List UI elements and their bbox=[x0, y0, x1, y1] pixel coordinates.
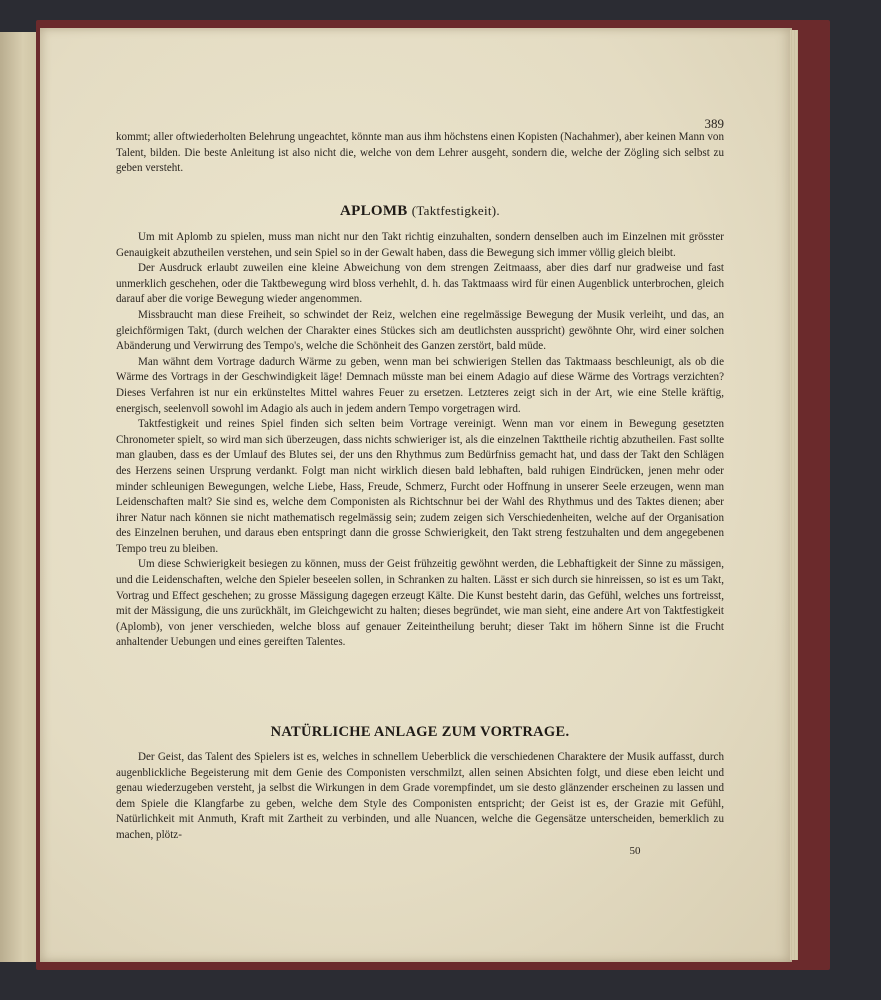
paragraph: Der Geist, das Talent des Spielers ist es, welches in schnellem Ueberblick die verschiedenen Charaktere der Musik auffasst, durch augenblickliche Begeisterung mit dem Genie des Componisten verschmilzt, allen seinen Absichten folgt, und diese eben leicht und genau wiederzugeben versteht, ja selbst die Wirkungen in dem Grade vorempfindet, um sie desto glänzender erscheinen zu lassen und dem Spiele die Klangfarbe zu geben, welche dem Style des Componisten entspricht; der Geist ist es, der Grazie mit Gefühl, Natürlichkeit mit Anmuth, Kraft mit Zartheit zu verbinden, und alle Nuancen, welche die Gegensätze unterscheiden, bemerklich zu machen, plötz- bbox=[116, 751, 724, 841]
intro-paragraph bbox=[116, 130, 724, 177]
section-heading-anlage bbox=[116, 724, 724, 741]
left-page-edge bbox=[0, 32, 40, 962]
paragraph: Missbraucht man diese Freiheit, so schwindet der Reiz, welchen eine regelmässige Bewegung der Musik verleiht, und das, an gleichförmigen Takt, (durch welchen der Charakter eines Stückes sich am deutlichsten ausspricht) gewöhnte Ohr, wird einer solchen Abänderung und Verwirrung des Tempo's, welche die Schönheit des Ganzen zerstört, bald müde. bbox=[116, 308, 724, 353]
paragraph: Der Ausdruck erlaubt zuweilen eine kleine Abweichung von dem strengen Zeitmaass, aber dies darf nur gradweise und fast unmerklich geschehen, oder die Taktbewegung wird bloss verhehlt, d. h. das Taktmaass wird für einen Augenblick unterbrochen, gleich darauf aber die vorige Bewegung wieder angenommen. bbox=[116, 262, 724, 306]
paragraph: kommt; aller oftwiederholten Belehrung ungeachtet, könnte man aus ihm höchstens einen Kopisten (Nachahmer), aber keinen Mann von Talent, bilden. Die beste Anleitung ist also nicht die, welche von dem Lehrer ausgeht, sondern die, welche der Zögling sich selbst zu geben versteht. bbox=[116, 131, 724, 175]
paragraph: Um mit Aplomb zu spielen, muss man nicht nur den Takt richtig einzuhalten, sondern denselben auch im Einzelnen mit grösster Genauigkeit abzutheilen verstehen, und sein Spiel so in der Gewalt haben, dass die Bewegung sich immer völlig gleich bleibt. bbox=[116, 231, 724, 259]
section-title: APLOMB bbox=[339, 203, 408, 219]
section-body-anlage bbox=[116, 750, 724, 844]
section-subtitle: (Taktfestigkeit). bbox=[411, 203, 500, 218]
page-number: 389 bbox=[704, 116, 724, 131]
paragraph: Um diese Schwierigkeit besiegen zu können, muss der Geist frühzeitig gewöhnt werden, die Lebhaftigkeit der Sinne zu mässigen, und die Leidenschaften, welche den Spieler beseelen sollen, in Schranken zu halten. Lässt er sich durch sie hinreissen, so ist es um Takt, Vortrag und Effect geschehen; zu grosse Mässigung dagegen erzeugt Kälte. Die Kunst besteht darin, das Gefühl, welches uns fortreisst, mit der Mässigung, die uns zurückhält, im Gleichgewicht zu halten; dieses begründet, wie man sieht, eine andere Art von Taktfestigkeit (Aplomb), von jener verschieden, welche bloss auf genauer Zeiteintheilung beruht; dieser Takt im höhern Sinne ist die Frucht anhaltender Uebungen und eines gereiften Talentes. bbox=[116, 558, 724, 649]
section-heading-aplomb bbox=[116, 203, 724, 220]
page-stack-edge bbox=[790, 30, 798, 960]
paragraph: Taktfestigkeit und reines Spiel finden sich selten beim Vortrage vereinigt. Wenn man vor einem in Bewegung gesetzten Chronometer spielt, so wird man sich überzeugen, dass nichts schwieriger ist, als die einzelnen Takttheile richtig abzutheilen. Fast sollte man glauben, dass es der Umlauf des Blutes sei, der uns den Rhythmus zum Bedürfniss gemacht hat, und dass der Takt den Schlägen des Herzens seinen Ursprung verdankt. Folgt man nicht wirklich diesen bald lebhaften, bald ruhigen Eindrücken, jenen mehr oder minder schleunigen Bewegungen, welche Liebe, Hass, Freude, Schmerz, Furcht oder Hoffnung in unserer Seele erzeugen, wenn man Leidenschaften malt? Sie sind es, welche dem Componisten als Richtschnur bei der Wahl des Rhythmus und des Taktes dienen; aber ihrer Natur nach können sie nicht mathematisch regelmässig sein; zudem zeigen sich Verschiedenheiten, welche auf der Organisation des Einzelnen beruhen, und daraus eben entspringt dann die grosse Schwierigkeit, den Takt streng festzuhalten und dem angegebenen Tempo treu zu bleiben. bbox=[116, 418, 724, 555]
signature-mark: 50 bbox=[629, 845, 641, 857]
section-body-aplomb bbox=[116, 230, 724, 651]
section-title: NATÜRLICHE ANLAGE ZUM VORTRAGE. bbox=[270, 724, 570, 740]
paragraph: Man wähnt dem Vortrage dadurch Wärme zu geben, wenn man bei schwierigen Stellen das Taktmaass beschleunigt, als ob die Wärme des Vortrags in der Geschwindigkeit läge! Demnach müsste man bei einem Adagio auf diese Wärme des Vortrags verzichten? Dieses Verfahren ist nur ein erkünsteltes Mittel wahres Feuer zu ersetzen. Letzteres zeigt sich in der Art, wie eine Stelle kräftig, energisch, seelenvoll sowohl im Adagio als auch in jedem andern Tempo vorgetragen wird. bbox=[116, 355, 724, 415]
